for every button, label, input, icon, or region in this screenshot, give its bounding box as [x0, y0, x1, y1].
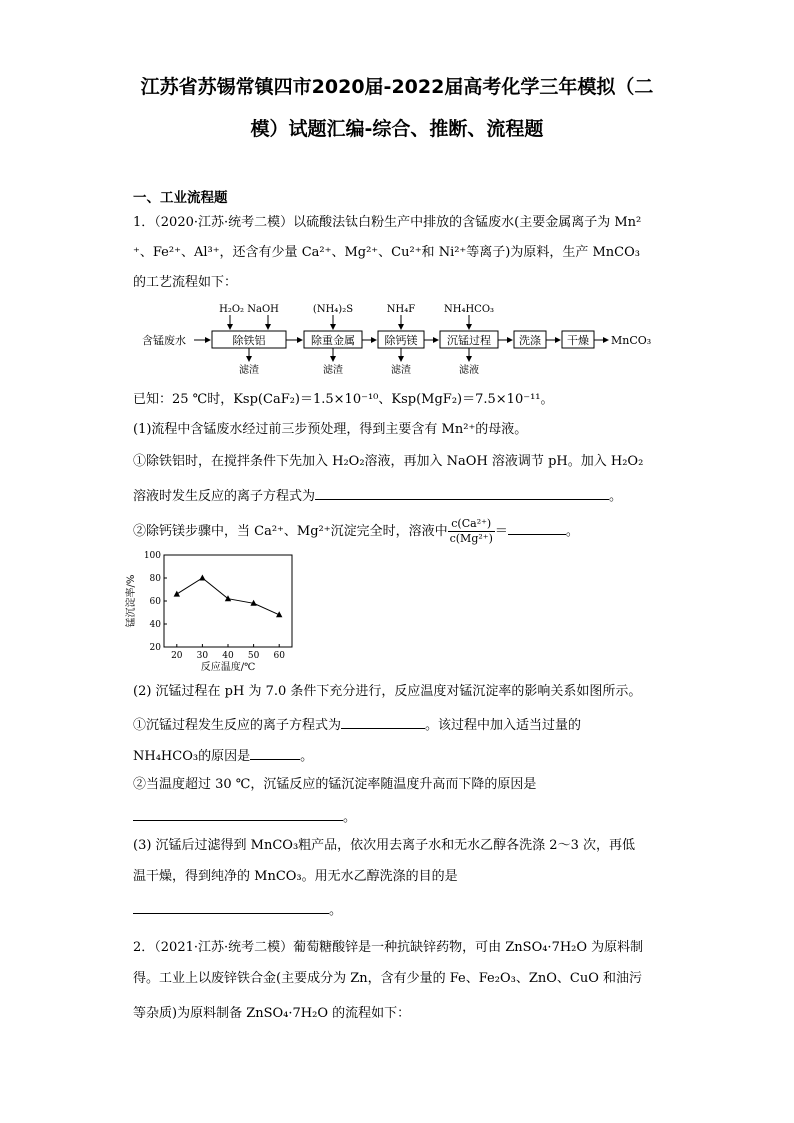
q2-line3: 等杂质)为原料制备 ZnSO₄·7H₂O 的流程如下： [133, 1006, 411, 1021]
q1-part2a-text: ①沉锰过程发生反应的离子方程式为 [133, 718, 342, 733]
x-tick-label-30: 30 [196, 651, 209, 661]
flow-step-2-label: 除重金属 [311, 334, 355, 347]
q1-part1a-end: 。 [609, 489, 623, 504]
answer-blank-2a[interactable] [341, 714, 425, 729]
x-tick-label-50: 50 [247, 651, 260, 661]
flow-reagent-3: NH₄F [386, 304, 416, 315]
flow-step-5-label: 洗涤 [519, 334, 541, 347]
q1-part2: (2) 沉锰过程在 pH 为 7.0 条件下充分进行，反应温度对锰沉淀率的影响关系如图所示。 [133, 684, 642, 699]
data-point-30 [199, 575, 205, 581]
q1-part2b-end: 。 [343, 810, 357, 825]
x-tick-label-20: 20 [171, 651, 183, 661]
process-flow-diagram [140, 298, 670, 378]
q1-part3-answer [133, 899, 342, 920]
q1-part2a-mid: 。该过程中加入适当过量的 [425, 718, 582, 733]
flow-step-4-label: 沉锰过程 [447, 334, 491, 347]
q1-part3-end: 。 [329, 903, 343, 918]
q1-part1: (1)流程中含锰废水经过前三步预处理，得到主要含有 Mn²⁺的母液。 [133, 422, 528, 437]
q1-part2a [133, 714, 581, 735]
q1-part3-line1: (3) 沉锰后过滤得到 MnCO₃粗产品，依次用去离子水和无水乙醇各洗涤 2～3 次，再低 [133, 838, 635, 853]
y-tick-label-100: 100 [143, 551, 161, 561]
flow-byproduct-4: 滤液 [459, 365, 479, 376]
x-axis-label: 反应温度/℃ [200, 662, 256, 673]
ratio-fraction [448, 517, 495, 546]
q2-line2: 得。工业上以废锌铁合金(主要成分为 Zn，含有少量的 Fe、Fe₂O₃、ZnO、CuO 和油污 [133, 971, 642, 986]
flow-byproduct-1: 滤渣 [239, 365, 259, 376]
q2-line1: 2．（2021·江苏·统考二模）葡萄糖酸锌是一种抗缺锌药物，可由 ZnSO₄·7H₂O 为原料制 [133, 940, 644, 955]
ratio-numerator: c(Ca²⁺) [448, 517, 495, 532]
ratio-denominator: c(Mg²⁺) [449, 532, 493, 545]
q1-part2a-end: 。 [300, 749, 314, 764]
flow-reagent-4: NH₄HCO₃ [443, 304, 495, 315]
q1-part1a-line1: ①除铁铝时，在搅拌条件下先加入 H₂O₂溶液，再加入 NaOH 溶液调节 pH。加入 H₂O₂ [133, 454, 644, 469]
flow-step-3-label: 除钙镁 [384, 334, 418, 347]
y-tick-label-60: 60 [149, 597, 161, 607]
q1-intro-line3: 的工艺流程如下： [133, 275, 238, 290]
q1-part2a-line2 [133, 745, 313, 766]
answer-blank-2a2[interactable] [250, 745, 300, 760]
y-axis-label: 锰沉淀率/% [126, 574, 137, 628]
answer-blank-3[interactable] [133, 899, 329, 914]
q1-known: 已知：25 ℃时，Ksp(CaF₂)＝1.5×10⁻¹⁰、Ksp(MgF₂)＝7.5×10⁻¹¹。 [133, 392, 554, 407]
flow-byproduct-2: 滤渣 [323, 365, 343, 376]
q1-part2b: ②当温度超过 30 ℃，沉锰反应的锰沉淀率随温度升高而下降的原因是 [133, 777, 537, 792]
q1-part3-line2: 温干燥，得到纯净的 MnCO₃。用无水乙醇洗涤的目的是 [133, 869, 458, 884]
page-title-line2: 模）试题汇编-综合、推断、流程题 [250, 118, 544, 140]
data-point-40 [225, 595, 231, 601]
flow-reagent-1: H₂O₂ NaOH [219, 304, 279, 315]
manganese-precipitation-chart [118, 548, 308, 674]
flow-reagent-2: (NH₄)₂S [312, 304, 354, 315]
q1-part1b-text: ②除钙镁步骤中，当 Ca²⁺、Mg²⁺沉淀完全时，溶液中 [133, 524, 448, 539]
flow-byproduct-3: 滤渣 [391, 365, 411, 376]
answer-blank-2b[interactable] [133, 806, 343, 821]
flow-step-6-label: 干燥 [567, 334, 589, 347]
q1-intro-line1: 1．（2020·江苏·统考二模）以硫酸法钛白粉生产中排放的含锰废水(主要金属离子为 Mn² [133, 215, 642, 230]
y-tick-label-80: 80 [149, 574, 161, 584]
answer-blank-1a[interactable] [315, 485, 609, 500]
q1-part1b-eq: ＝ [494, 524, 508, 539]
flow-step-1-label: 除铁铝 [232, 334, 266, 347]
flow-input: 含锰废水 [142, 334, 186, 347]
section-heading: 一、工业流程题 [133, 190, 228, 206]
flow-output: MnCO₃ [611, 334, 652, 347]
q1-part1a-text: 溶液时发生反应的离子方程式为 [133, 489, 316, 504]
x-tick-label-40: 40 [222, 651, 234, 661]
y-tick-label-40: 40 [149, 620, 161, 630]
q1-part2a-line2-text: NH₄HCO₃的原因是 [133, 749, 251, 764]
answer-blank-1b[interactable] [508, 520, 566, 535]
q1-part2b-answer [133, 806, 356, 827]
x-tick-label-60: 60 [273, 651, 285, 661]
q1-part1b-end: 。 [565, 524, 579, 539]
page-title-line1: 江苏省苏锡常镇四市2020届-2022届高考化学三年模拟（二 [140, 76, 654, 98]
q1-part1a-line2 [133, 485, 622, 506]
q1-part1b [133, 512, 579, 552]
q1-intro-line2: ⁺、Fe²⁺、Al³⁺，还含有少量 Ca²⁺、Mg²⁺、Cu²⁺和 Ni²⁺等离子)为原料，生产 MnCO₃ [133, 245, 641, 260]
y-tick-label-20: 20 [149, 643, 161, 653]
data-point-20 [174, 591, 180, 597]
